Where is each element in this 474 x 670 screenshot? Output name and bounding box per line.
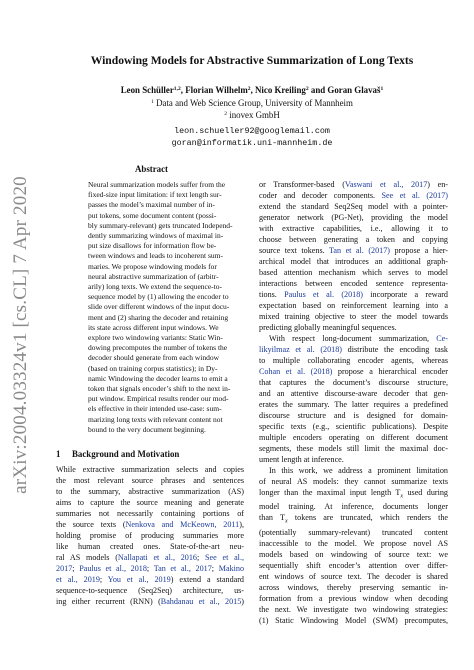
- author-affil-mark: 1: [380, 86, 384, 92]
- text-line: [56, 531, 244, 542]
- text-fragment: sequentially shift encoder’s attention over differ-: [259, 560, 448, 570]
- text-fragment: model training. At inference, documents longer: [259, 502, 448, 512]
- text-line: [259, 400, 448, 411]
- text-fragment: to multiple collaborating encoder agents, whereas: [259, 355, 448, 365]
- text-line: [56, 586, 244, 597]
- text-fragment: predicting globally meaningful sequences.: [259, 322, 397, 332]
- text-line: [259, 279, 448, 290]
- text-fragment: sequence-to-sequence (Seq2Seq) architecture, us-: [56, 585, 244, 595]
- text-line: [259, 411, 448, 422]
- text-fragment: ;: [211, 563, 219, 573]
- text-fragment: based attention mechanism which serves to model: [259, 267, 448, 277]
- text-fragment: ;: [146, 563, 154, 573]
- author-affil-mark: 2: [247, 86, 251, 92]
- text-fragment: While extractive summarization selects and copies: [56, 465, 244, 474]
- citation-link[interactable]: Ce-: [436, 333, 448, 343]
- text-fragment: ent windows of source text. The decoder is shared: [259, 571, 448, 581]
- text-fragment: interactions between encoded sentence representa-: [259, 278, 448, 288]
- affiliation-text: inovex GmbH: [229, 110, 280, 120]
- text-line: [259, 539, 448, 550]
- section-heading: [56, 449, 244, 459]
- email-address[interactable]: leon.schueller92@googlemail.com: [174, 126, 330, 136]
- author-name: Goran Glavaš: [327, 85, 381, 95]
- text-fragment: across windows, thereby preserving semantic in-: [259, 582, 448, 592]
- text-fragment: discourse structure and is designed for domain-: [259, 410, 448, 420]
- text-fragment: coder and decoder components.: [259, 190, 382, 200]
- citation-link[interactable]: Vaswani et al., 2017: [344, 180, 428, 189]
- text-fragment: like human created ones. State-of-the-art neu-: [56, 541, 244, 551]
- citation-link[interactable]: Tan et al. (2017): [329, 245, 390, 255]
- abstract-line: fixed-size input limitation: if text length sur-: [88, 190, 222, 200]
- text-fragment: ),: [239, 519, 244, 529]
- text-fragment: erates the summary. The latter requires a predefined: [259, 399, 448, 409]
- text-fragment: ;: [99, 574, 108, 584]
- affiliation-1: [56, 98, 448, 108]
- text-fragment: ral AS models (: [56, 552, 118, 562]
- text-line: [259, 444, 448, 455]
- text-line: [56, 575, 244, 586]
- author-name: Nico Kreiling: [255, 85, 306, 95]
- text-line: [259, 572, 448, 583]
- text-fragment: summaries not necessarily containing portions of: [56, 508, 244, 518]
- abstract-line: namic Windowing the decoder learns to emit a: [88, 373, 228, 383]
- text-fragment: ;: [72, 563, 80, 573]
- text-fragment: the next. We investigate two windowing strategies:: [259, 604, 448, 614]
- text-line: [259, 513, 448, 528]
- text-fragment: extend the standard Seq2Seq model with a pointer-: [259, 201, 448, 211]
- text-line: [259, 224, 448, 235]
- abstract-line: ment and (2) sharing the decoder and retaining: [88, 312, 229, 322]
- citation-link[interactable]: Makino: [218, 563, 245, 573]
- text-line: [259, 268, 448, 279]
- text-line: [56, 487, 244, 498]
- text-fragment: (potentially summary-relevant) truncated content: [259, 527, 448, 537]
- text-line: [259, 367, 448, 378]
- abstract-line: bly summary-relevant) gets truncated Independ-: [88, 220, 233, 230]
- text-fragment: and an attentive discourse-aware decoder that gen-: [259, 388, 448, 398]
- citation-link[interactable]: Paulus et al., 2018: [79, 563, 147, 573]
- text-line: [56, 465, 244, 476]
- abstract-line: its state across different input windows. We: [88, 322, 219, 332]
- text-line: [259, 389, 448, 400]
- text-line: [259, 605, 448, 616]
- text-line: [56, 564, 244, 575]
- abstract-line: dowing precomputes the number of tokens the: [88, 343, 228, 353]
- affiliation-2: [56, 110, 448, 120]
- text-line: [259, 202, 448, 213]
- abstract-line: (based on training corpus statistics); in Dy-: [88, 363, 218, 373]
- text-line: [259, 323, 448, 334]
- text-fragment: used during: [403, 487, 448, 497]
- author-affil-mark: 2: [305, 86, 309, 92]
- text-line: [56, 476, 244, 487]
- text-fragment: With respect long-document summarization,: [269, 333, 437, 343]
- text-line: [259, 312, 448, 323]
- text-line: [259, 594, 448, 605]
- text-line: [259, 583, 448, 594]
- arxiv-stamp: [8, 0, 34, 670]
- text-fragment: specific texts (e.g., scientific publications). Despite: [259, 421, 448, 431]
- text-fragment: expectation based on reinforcement learning into a: [259, 300, 448, 310]
- affiliation-mark: 1: [151, 99, 154, 105]
- text-line: [259, 528, 448, 539]
- abstract-line: put tokens, some document content (possi-: [88, 210, 217, 220]
- citation-link[interactable]: 2017: [56, 563, 73, 573]
- abstract-body: [88, 180, 233, 435]
- abstract-line: put window. Empirical results render our mod-: [88, 394, 229, 404]
- right-column-body: [259, 180, 448, 627]
- abstract-line: Neural summarization models suffer from the: [88, 180, 226, 189]
- text-fragment: In this work, we address a prominent limitation: [269, 465, 448, 475]
- text-fragment: choose between generating a token and copying: [259, 234, 448, 244]
- text-fragment: the source texts (: [56, 519, 126, 529]
- text-fragment: formation from a previous window when decoding: [259, 593, 448, 603]
- text-line: [259, 334, 448, 345]
- affiliation-text: Data and Web Science Group, University of Mannheim: [156, 98, 353, 108]
- text-fragment: ;: [196, 552, 205, 562]
- text-fragment: multiple encoders operating on different document: [259, 432, 448, 442]
- citation-link[interactable]: Bahdanau et al., 2015: [160, 596, 242, 606]
- citation-link[interactable]: Nallapati et al., 2016: [117, 552, 197, 562]
- text-fragment: generator network (PG-Net), providing the model: [259, 212, 448, 222]
- text-fragment: propose a hier-: [389, 245, 448, 255]
- abstract-line: sequence model by (1) allowing the encoder to: [88, 292, 229, 302]
- text-fragment: source text tokens.: [259, 245, 329, 255]
- author-list: Leon Schüller$^{1,2}$, Florian Wilhelm$^2$, Nico Kreiling$^2$ and Goran Glavaš$^1$: [120, 85, 384, 95]
- citation-link[interactable]: et al., 2019: [56, 574, 100, 584]
- text-line: [259, 378, 448, 389]
- text-fragment: to the summary, abstractive summarization (AS): [56, 486, 244, 496]
- abstract-line: bound to the very document beginning.: [88, 424, 206, 434]
- text-fragment: that captures the document’s discourse structure,: [259, 377, 448, 387]
- text-line: [259, 345, 448, 356]
- author-name: Leon Schüller: [120, 85, 174, 95]
- text-fragment: than T: [259, 513, 286, 523]
- text-fragment: inaccessible to the model. We propose novel AS: [259, 538, 448, 548]
- citation-link[interactable]: Tan et al., 2017: [153, 563, 212, 573]
- text-fragment: the most relevant source phrases and sentences: [56, 475, 244, 485]
- text-fragment: ing either recurrent (RNN) (: [56, 596, 161, 606]
- abstract-line: neural abstractive summarization of (arbitr-: [88, 271, 219, 281]
- text-fragment: tokens are truncated, which renders the: [287, 513, 448, 523]
- text-line: [56, 498, 244, 509]
- text-fragment: propose a hierarchical encoder: [332, 366, 448, 376]
- abstract-line: arily) long texts. We extend the sequence-to-: [88, 282, 223, 292]
- text-fragment: segments, these models still limit the maximal doc-: [259, 443, 448, 453]
- abstract-line: dently summarizing windows of maximal in-: [88, 231, 224, 241]
- citation-link[interactable]: Cohan et al. (2018): [259, 366, 333, 376]
- text-fragment: archical model that introduces an additional graph-: [259, 256, 448, 266]
- text-fragment: longer than the maximal input length T: [259, 487, 401, 497]
- text-line: [259, 213, 448, 224]
- text-fragment: ) en-: [427, 180, 448, 189]
- arxiv-id: arXiv:2004.03324v1 [cs.CL] 7 Apr 2020: [10, 176, 31, 494]
- abstract-line: slide over different windows of the input docu-: [88, 302, 230, 312]
- text-line: [259, 356, 448, 367]
- math-subscript: x: [285, 518, 288, 525]
- text-fragment: or Transformer-based (: [259, 180, 345, 189]
- text-line: [259, 550, 448, 561]
- text-line: [259, 455, 448, 466]
- author-name: Florian Wilhelm: [185, 85, 248, 95]
- abstract-line: explore two windowing variants: Static Win-: [88, 333, 223, 343]
- text-fragment: models based on windowing of source text: we: [259, 549, 448, 559]
- abstract-line: marizing long texts with relevant content not: [88, 414, 223, 424]
- abstract-line: decoder should generate from each window: [88, 353, 219, 363]
- text-fragment: holding promise of producing summaries more: [56, 530, 244, 540]
- text-fragment: of neural AS models: they cannot summarize texts: [259, 476, 448, 486]
- text-fragment: mixed training objective to steer the model towards: [259, 311, 448, 321]
- text-line: [56, 553, 244, 564]
- text-line: [259, 433, 448, 444]
- text-line: [259, 301, 448, 312]
- citation-link[interactable]: See et al. (2017): [381, 190, 448, 200]
- abstract-line: els effective in their intended use-case: sum-: [88, 404, 222, 414]
- text-line: [259, 257, 448, 268]
- text-line: [259, 477, 448, 488]
- text-line: [259, 422, 448, 433]
- text-fragment: with extractive capabilities, i.e., allowing it to: [259, 223, 448, 233]
- text-fragment: distribute the encoding task: [342, 344, 448, 354]
- affiliation-mark: 2: [224, 111, 228, 117]
- paper-title: Windowing Models for Abstractive Summarization of Long Texts: [90, 54, 414, 67]
- abstract-line: token that signals encoder’s shift to the next in-: [88, 384, 231, 394]
- text-line: [259, 246, 448, 257]
- text-fragment: incorporate a reward: [363, 289, 448, 299]
- abstract-heading: Abstract: [134, 164, 169, 174]
- text-line: [259, 488, 448, 503]
- text-line: [56, 597, 244, 608]
- text-fragment: (1) Static Windowing Model (SWM) precomputes,: [259, 615, 448, 625]
- text-line: [259, 466, 448, 477]
- text-line: [259, 561, 448, 572]
- abstract-line: tween windows and leads to incoherent sum-: [88, 251, 223, 261]
- text-line: [56, 509, 244, 520]
- citation-link[interactable]: See et al.,: [205, 552, 245, 562]
- citation-link[interactable]: likyilmaz et al. (2018): [259, 344, 342, 354]
- left-column-body: [56, 465, 244, 608]
- text-fragment: aims to capture the source meaning and generate: [56, 497, 244, 507]
- author-affil-mark: 1,2: [173, 86, 181, 92]
- text-line: [259, 290, 448, 301]
- section-title: Background and Motivation: [72, 449, 180, 459]
- email-address[interactable]: goran@informatik.uni-mannheim.de: [171, 138, 333, 148]
- citation-link[interactable]: Paulus et al. (2018): [284, 289, 364, 299]
- math-subscript: x: [400, 493, 404, 500]
- abstract-line: passes the model’s maximal number of in-: [88, 200, 216, 210]
- section-number: 1: [56, 449, 61, 459]
- text-line: [259, 235, 448, 246]
- abstract-line: put size disallows for information flow be-: [88, 241, 217, 251]
- text-fragment: ) extend a standard: [170, 574, 244, 584]
- text-line: [56, 542, 244, 553]
- citation-link[interactable]: You et al., 2019: [107, 574, 171, 584]
- text-fragment: ): [241, 596, 245, 606]
- text-line: [259, 616, 448, 627]
- text-line: [56, 520, 244, 531]
- text-line: [259, 502, 448, 513]
- abstract-line: maries. We propose windowing models for: [88, 261, 217, 271]
- text-line: [259, 191, 448, 202]
- citation-link[interactable]: Nenkova and McKeown, 2011: [125, 519, 240, 529]
- text-line: [259, 180, 448, 191]
- text-fragment: ument length at inference.: [259, 454, 344, 464]
- text-fragment: tions.: [259, 289, 285, 299]
